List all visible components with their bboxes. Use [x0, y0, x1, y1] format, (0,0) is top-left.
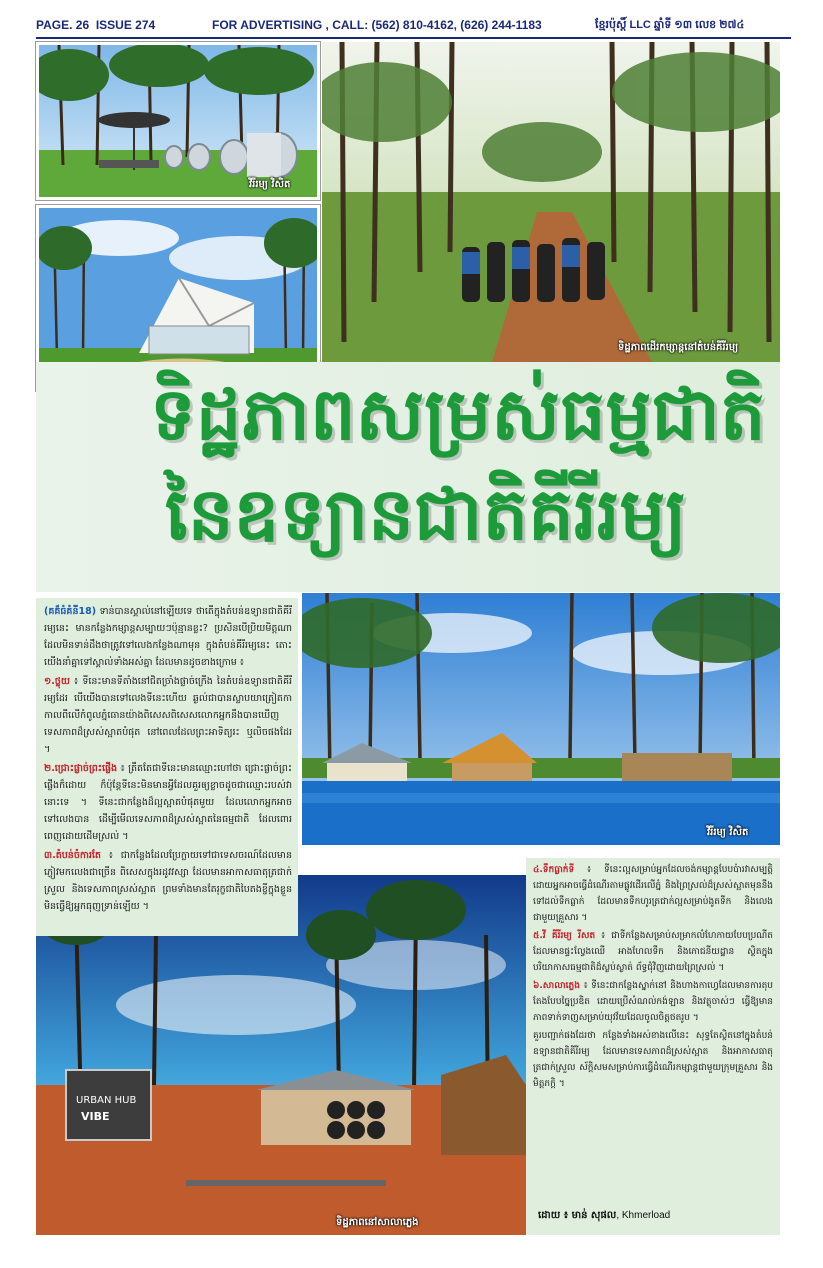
photo-forest-walk — [322, 42, 780, 362]
item5-text: ៖ ជាទីកន្លែងសម្រាប់សម្រាកលំហែកាយបែបប្រណីត ដែលមានផ្ទះល្វែងឈើ អាងហែលទឹក និងភោជនីយដ្ឋាន ស្ថិតក្នុងបរិយាកាសធម្មជាតិដ៏ស្ងប់ស្ងាត់ ព័ទ្ធជុំវិញដោយព្រៃស្រល់ ។ — [533, 931, 773, 973]
photo-caption: ទិដ្ឋភាពនៅសាលាភ្លេង — [336, 1217, 419, 1228]
photo-caption: ទិដ្ឋភាពដើរកម្សាន្តនៅតំបន់គីរីរម្យ — [618, 342, 739, 353]
article-column-right — [533, 862, 773, 1094]
item6-text: ៖ ទីនេះជាកន្លែងស្នាក់នៅ និងហាងកាហ្វេដែលមានការតុបតែងបែបច្នៃប្រឌិត ដោយប្រើសំណល់កង់ឡាន និងវត្ថុចាស់ៗ ធ្វើឱ្យមានភាពទាក់ទាញសម្រាប់យុវវ័យដែលចូលចិត្តថតរូប ។ — [533, 981, 773, 1023]
item3-label: ៣.តំបន់ចំការតែ — [44, 850, 101, 861]
photo-pipe-houses — [36, 42, 320, 200]
headline-line2: នៃឧទ្យានជាតិគីរីរម្យ — [165, 472, 687, 556]
headline-line1: ទិដ្ឋភាពសម្រស់ធម្មជាតិ — [150, 372, 766, 456]
photo-caption: វិរីរម្យ វិសិត — [707, 827, 749, 838]
photo-resort-pool — [302, 593, 780, 845]
header-rule — [36, 37, 791, 39]
item6-label: ៦.សាលាភ្លេង — [533, 981, 580, 991]
advertising-line: FOR ADVERTISING , CALL: (562) 810-4162, (626) 244-1183 — [212, 18, 542, 32]
intro-label: (គគ៏ធំគំនី18) — [44, 606, 97, 617]
item4-label: ៤.ទឹកធ្លាក់ទី — [533, 865, 575, 875]
item4-text: ៖ ទីនេះល្អសម្រាប់អ្នកដែលចង់កម្សាន្តបែបប៉ារវាសម្បត្តិ ដោយអ្នកអាចធ្វើដំណើរតាមផ្លូវដើរលើភ្នំ និងព្រៃស្រល់ដ៏ស្រស់ស្អាតមុននឹងទៅដល់ទឹកធ្លាក់ ដែលមានទឹកហូរត្រជាក់ល្អសម្រាប់ងូតទឹក និងលេងជាមួយគ្រួសារ ។ — [533, 865, 773, 923]
item1-label: ១.ថ្លុយ — [44, 676, 70, 687]
closing-text: គួរបញ្ជាក់ផងដែរថា កន្លែងទាំងអស់ខាងលើនេះ សុទ្ធតែស្ថិតនៅក្នុងតំបន់ឧទ្យានជាតិគីរីរម្យ ដែលមានទេសភាពដ៏ស្រស់ស្អាត និងអាកាសធាតុត្រជាក់ស្រួល ស័ក្តិសមសម្រាប់ការធ្វើដំណើរកម្សាន្តជាមួយក្រុមគ្រួសារ និងមិត្តភក្តិ ។ — [533, 1031, 773, 1089]
item1-text: ៖ ទីនេះមានទីតាំងនៅជិតច្រាំងផ្លាច់ក្រើង នៃតំបន់ឧទ្យានជាតិគីរីរម្យដែរ បើយើងបានទៅលេងទីនេះហើយ ឆ្ងល់ជាបានស្លាបយាត្រៀតកាកាលពីលើកំពូលភ្នំធោនយ៉ាងពិសេសពិសេសលោកអ្នកនឹងបានឃើញទេសភាពដ៏ស្រស់ស្អាតបំផុត នៅពេលដែលព្រះអាទិត្យរះ ឬលិចផងដែរ ។ — [44, 676, 292, 755]
item5-label: ៥.វី គីរីរម្យ រីសត — [533, 931, 596, 941]
item3-text: ៖ ជាកន្លែងដែលប្រែក្លាយទៅជាទេសចរណ៍ដែលមានភ្ញៀវមកលេងជាច្រើន ពិសេសក្នុងរដូវវស្សា ដែលមានអាកាសធាតុត្រជាក់ស្រួល និងទេសភាពស្រស់ស្អាត ព្រមទាំងមានតែរុក្ខជាតិបៃតងខ្ចីក្នុងខ្លួន មិនធ្វើឱ្យអ្នកធុញទ្រាន់ឡើយ ។ — [44, 850, 292, 912]
photo-caption: វិរីរម្យ វិសិត — [249, 179, 291, 190]
byline: ដោយ ៖ មាន់ សុផល, Khmerload — [538, 1210, 671, 1221]
article-column-left — [44, 603, 292, 917]
item2-text: ៖ ត្រឹតតែជាទីនេះមានឈ្មោះហៅថា ជ្រោះផ្លាច់ព្រះផ្លើងក៏ដោយ ក៏ប៉ុន្តែទីនេះមិនមានអ្វីដែលគួរឲ្យខ្លាចដូចជាឈ្មោះរបស់វានោះទេ ។ ទីនេះជាកន្លែងដ៏ល្អស្អាតបំផុតមួយ ដែលលោកអ្នកអាចទៅលេងបាន ដើម្បីមើលទេសភាពដ៏ស្រស់ស្អាតនៃធម្មជាតិ ដែលពោរពេញដោយដើមស្រល់ ។ — [44, 763, 292, 842]
intro-text: ទាន់បានស្គាល់នៅឡើយទេ ថាតើក្នុងតំបន់ឧទ្យានជាតិគីរីរម្យនេះ មានកន្លែងកម្សាន្តសម្បាយៗប៉ុន្មានខ្លះ? ប្រសិនបើប្រិយមិត្តណាដែលមិនទាន់ដឹងថាត្រូវទៅលេងកន្លែងណាមុន ក្នុងតំបន់គីរីរម្យនេះ តោះយើងនាំគ្នាទៅស្គាល់ទាំងអស់គ្នា ដែលមានដូចខាងក្រោម ៖ — [44, 606, 292, 668]
item2-label: ២.ជ្រោះផ្លាច់ព្រះផ្លើង — [44, 763, 118, 774]
page-number: PAGE. 26 ISSUE 274 — [36, 18, 156, 32]
sign-text-1: URBAN HUB — [76, 1095, 137, 1106]
masthead: ខ្មែរប៉ុស្តិ៍ LLC ឆ្នាំទី ១៣ លេខ ២៧៤ — [595, 19, 745, 31]
sign-text-2: VIBE — [81, 1110, 110, 1123]
